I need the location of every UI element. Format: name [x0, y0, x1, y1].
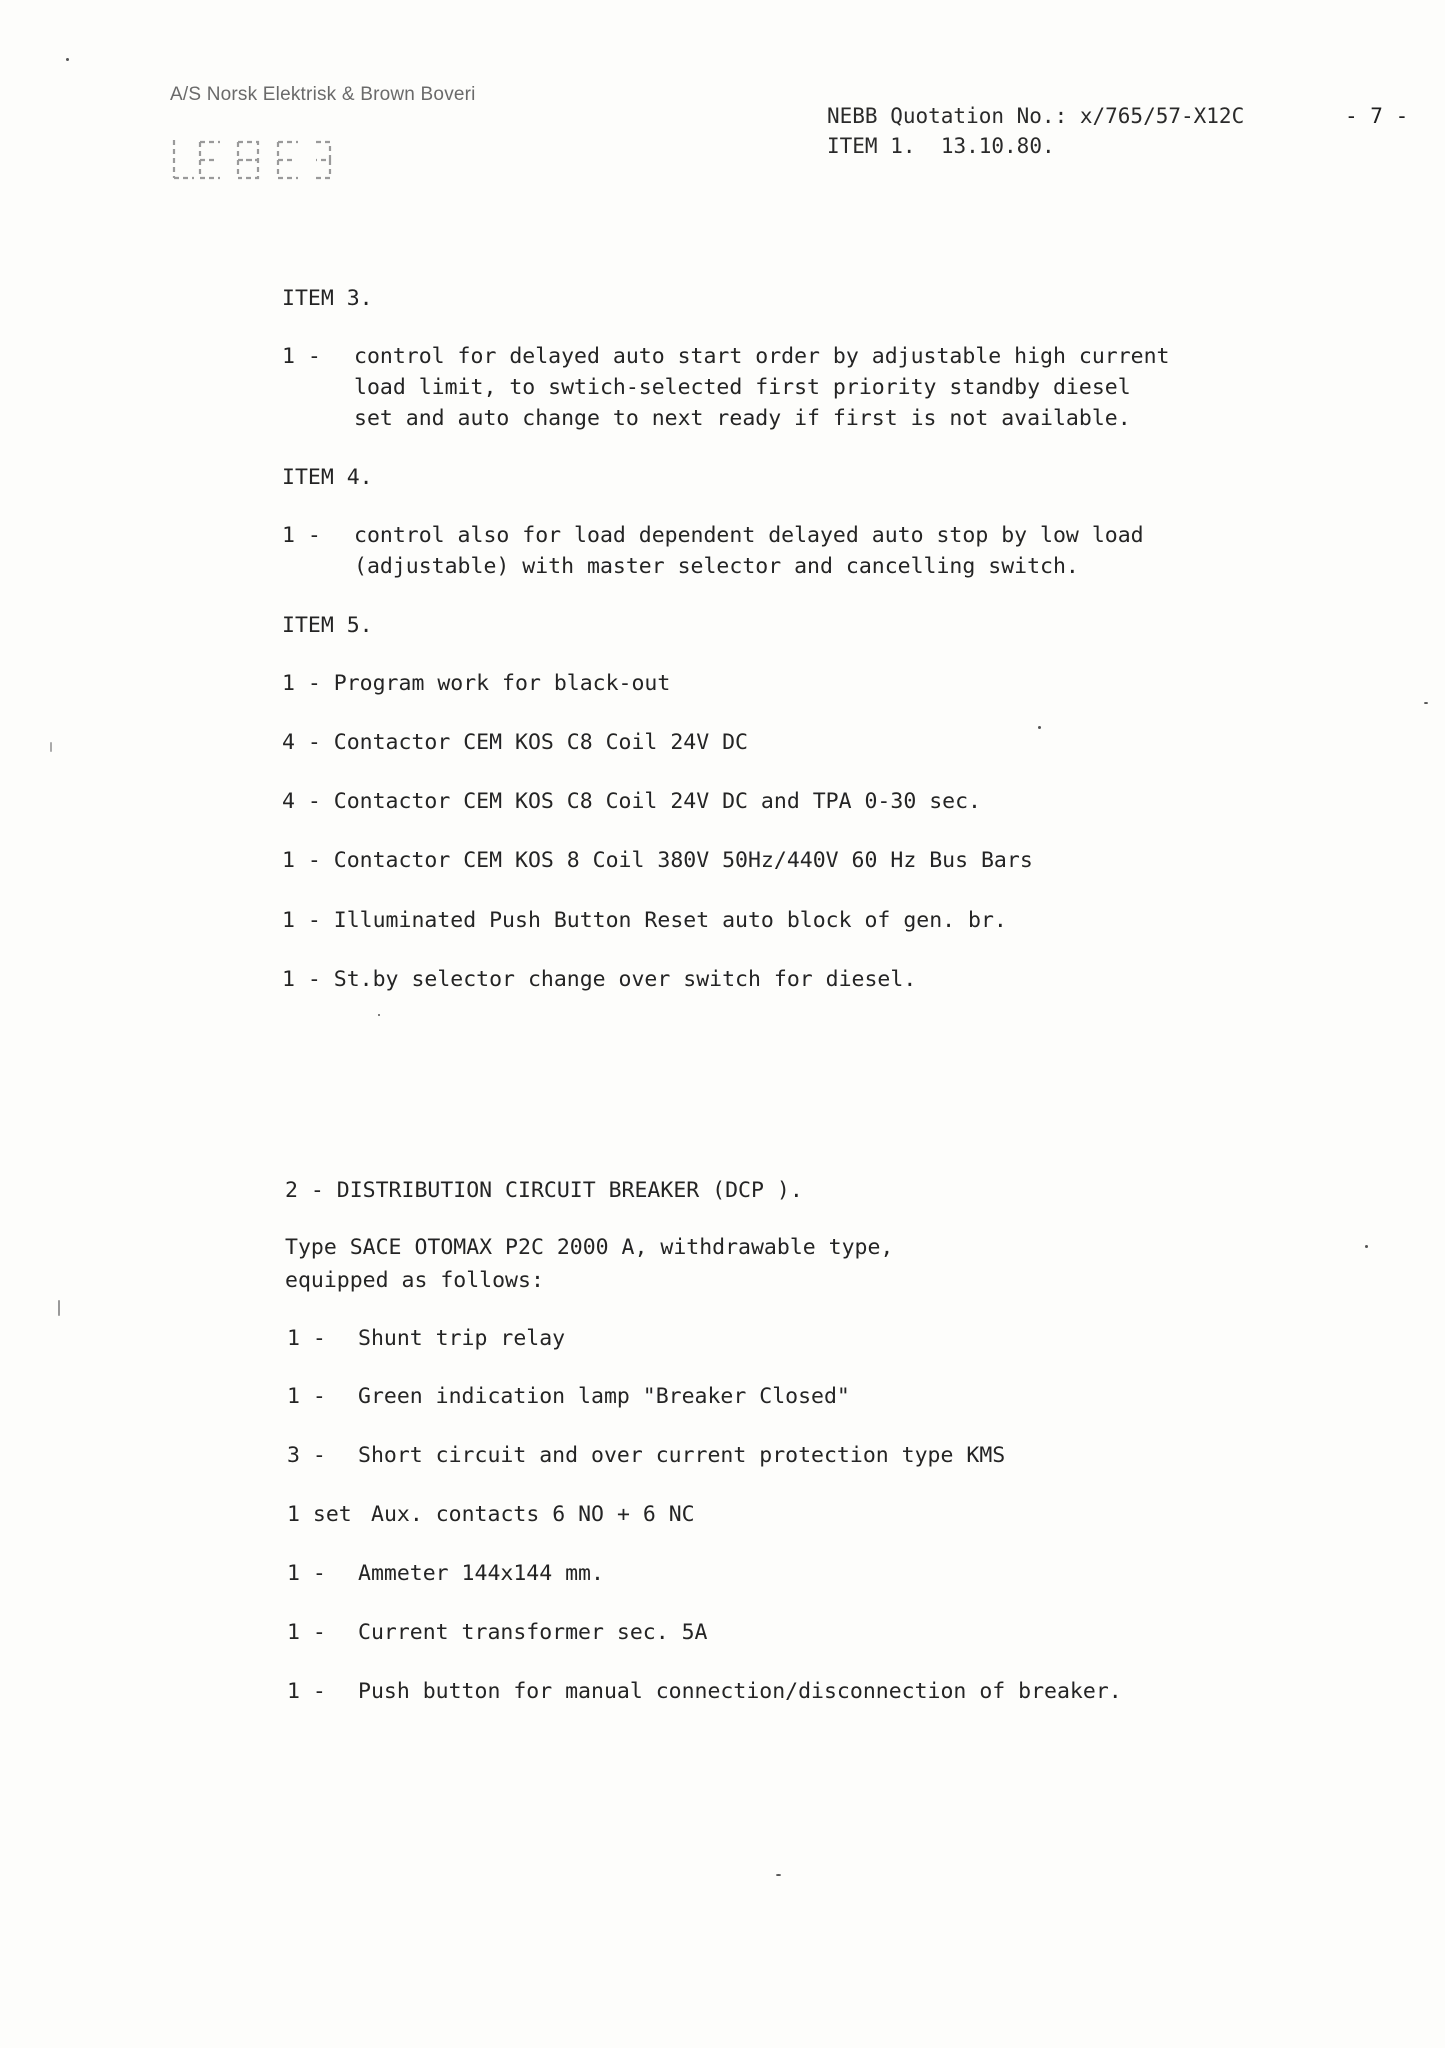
scan-speck	[776, 1874, 781, 1876]
dcp-entry-text: Current transformer sec. 5A	[358, 1620, 708, 1645]
item5-entry: 1 - Contactor CEM KOS 8 Coil 380V 50Hz/440V 60 Hz Bus Bars	[282, 848, 1033, 873]
dcp-entry-qty: 1 -	[287, 1326, 326, 1351]
dcp-entry-qty: 1 -	[287, 1384, 326, 1409]
dcp-entry-text: Ammeter 144x144 mm.	[358, 1561, 604, 1586]
item3-line: load limit, to swtich-selected first priority standby diesel	[354, 375, 1131, 400]
scan-speck	[1424, 702, 1428, 704]
company-name: A/S Norsk Elektrisk & Brown Boveri	[170, 84, 476, 105]
dcp-entry-qty: 1 set	[287, 1502, 352, 1527]
dcp-entry-text: Shunt trip relay	[358, 1326, 566, 1351]
item3-line: set and auto change to next ready if first is not available.	[354, 406, 1131, 431]
dcp-intro-line: Type SACE OTOMAX P2C 2000 A, withdrawable type,	[285, 1235, 894, 1260]
dcp-entry-qty: 1 -	[287, 1620, 326, 1645]
scan-speck	[66, 58, 69, 61]
item3-line: control for delayed auto start order by adjustable high current	[354, 344, 1170, 369]
dcp-entry-qty: 1 -	[287, 1561, 326, 1586]
item3-qty: 1 -	[282, 344, 321, 369]
dcp-intro-line: equipped as follows:	[285, 1268, 544, 1293]
item5-entry: 1 - St.by selector change over switch for diesel.	[282, 967, 917, 992]
item5-entry: 4 - Contactor CEM KOS C8 Coil 24V DC	[282, 730, 748, 755]
dcp-entry-text: Green indication lamp "Breaker Closed"	[358, 1384, 850, 1409]
scan-speck	[1038, 726, 1041, 729]
item-reference	[827, 134, 1055, 158]
quotation-number: NEBB Quotation No.: x/765/57-X12C	[827, 104, 1245, 128]
dcp-entry-text: Aux. contacts 6 NO + 6 NC	[371, 1502, 695, 1527]
page-number: - 7 -	[1345, 104, 1409, 128]
item-ref: ITEM 1.	[827, 134, 916, 158]
dcp-title: 2 - DISTRIBUTION CIRCUIT BREAKER (DCP ).	[285, 1178, 803, 1203]
item5-entry: 1 - Program work for black-out	[282, 671, 671, 696]
item5-entry: 4 - Contactor CEM KOS C8 Coil 24V DC and TPA 0-30 sec.	[282, 789, 981, 814]
document-date: 13.10.80.	[940, 134, 1055, 158]
item3-title: ITEM 3.	[282, 286, 373, 311]
nebb-logo-mark	[170, 138, 335, 184]
dcp-entry-text: Push button for manual connection/disconnection of breaker.	[358, 1679, 1122, 1704]
scan-speck	[50, 742, 52, 752]
dcp-entry-text: Short circuit and over current protection type KMS	[358, 1443, 1006, 1468]
item5-entry: 1 - Illuminated Push Button Reset auto block of gen. br.	[282, 908, 1007, 933]
dcp-entry-qty: 1 -	[287, 1679, 326, 1704]
item4-qty: 1 -	[282, 523, 321, 548]
scan-speck	[378, 1014, 380, 1016]
dcp-entry-qty: 3 -	[287, 1443, 326, 1468]
item4-line: (adjustable) with master selector and cancelling switch.	[354, 554, 1079, 579]
scan-speck	[1365, 1245, 1368, 1248]
item5-title: ITEM 5.	[282, 613, 373, 638]
scan-speck	[58, 1300, 60, 1316]
item4-title: ITEM 4.	[282, 465, 373, 490]
item4-line: control also for load dependent delayed auto stop by low load	[354, 523, 1144, 548]
